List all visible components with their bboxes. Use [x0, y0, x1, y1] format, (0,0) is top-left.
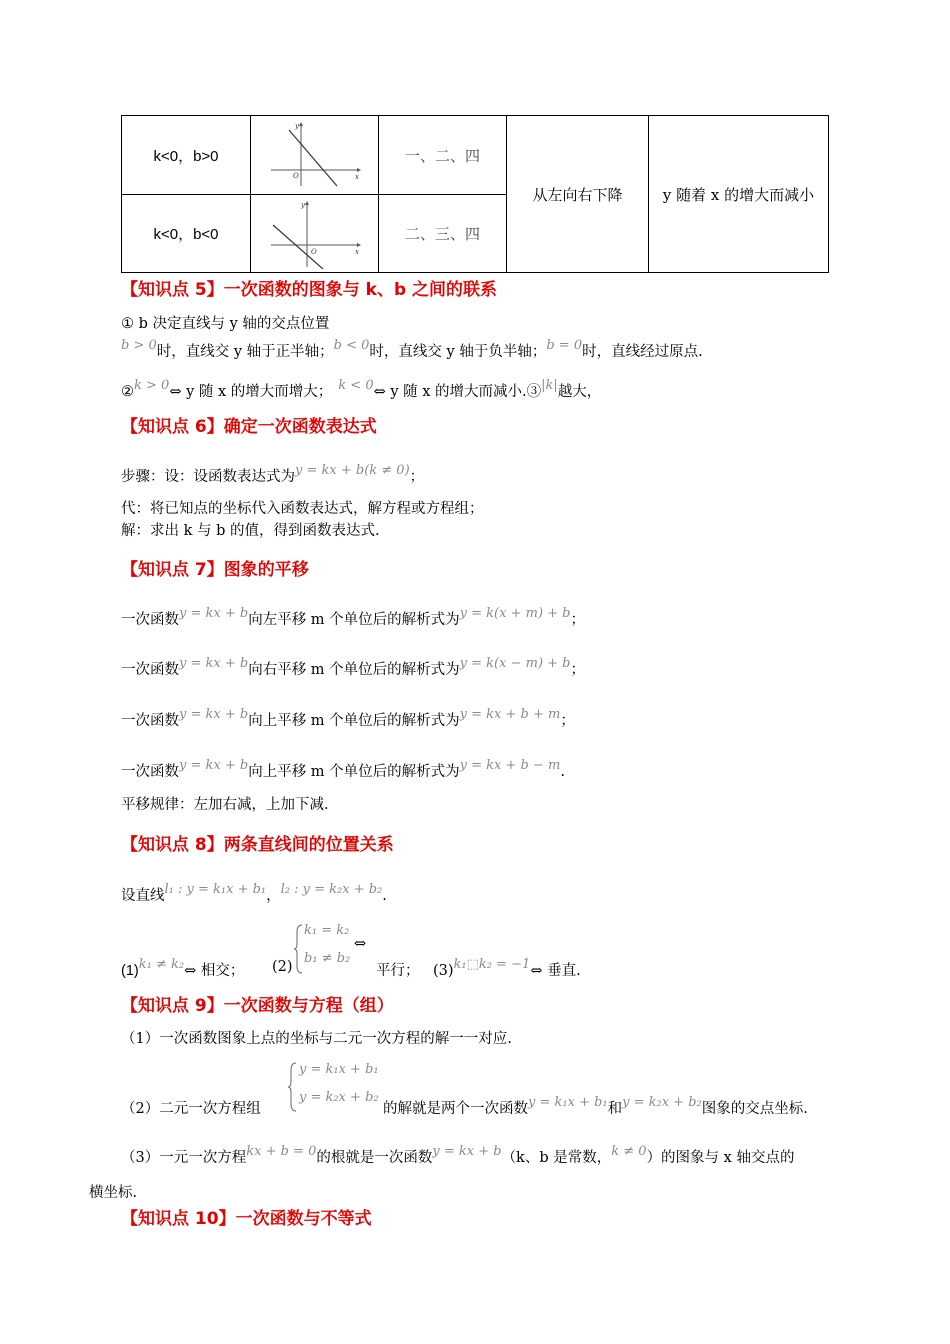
kp5-l3-text-3: 越大， — [557, 384, 602, 400]
kp8-case-1 — [121, 959, 244, 980]
kp5-l3-prefix: ② — [121, 384, 134, 400]
kp7-l2-pre: 一次函数 — [121, 662, 179, 678]
kp9-line-4: 横坐标. — [89, 1185, 138, 1201]
table-cell-property — [648, 115, 829, 273]
kp9-l2-mid: 的解就是两个一次函数 — [383, 1101, 528, 1117]
kp8-system-arrow: ⇔ — [354, 936, 367, 952]
table-cell-quadrants-1 — [378, 115, 507, 195]
table-cell-quadrants-2 — [378, 194, 507, 273]
kp7-l1-pre: 一次函数 — [121, 612, 179, 628]
math-b1-neq-b2: b₁ ≠ b₂ — [304, 951, 351, 966]
kp8-case-2-text: 平行； — [376, 963, 420, 979]
kp5-l2-text-3: 时，直线经过原点. — [582, 344, 703, 360]
graph-decreasing-positive-intercept — [267, 120, 363, 190]
kp5-l3-text-2: ⇔ y 随 x 的增大而减小.③ — [373, 384, 542, 400]
kp9-l3-t1: （k、b 是常数， — [501, 1150, 612, 1166]
kp9-l2-and: 和 — [607, 1101, 623, 1117]
math-y-kx-b: y = kx + b — [432, 1144, 502, 1159]
kp8-l1-end: . — [382, 888, 387, 904]
math-original: y = kx + b — [179, 707, 249, 722]
kp9-line-1: （1）一次函数图象上点的坐标与二元一次方程的解一一对应. — [121, 1031, 512, 1047]
kp7-l3-end: ； — [560, 713, 575, 729]
math-func-1: y = k₁x + b₁ — [528, 1095, 608, 1110]
math-line-l2: l₂ : y = k₂x + b₂ — [280, 882, 383, 897]
kp8-case-2-label: (2) — [272, 959, 293, 975]
kp9-l2-end: 图象的交点坐标. — [701, 1101, 808, 1117]
heading-kp9: 【知识点 9】一次函数与方程（组） — [121, 996, 394, 1016]
math-b-eq-0: b = 0 — [546, 338, 583, 353]
kp9-l3-t2: ）的图象与 x 轴交点的 — [646, 1150, 795, 1166]
heading-kp8: 【知识点 8】两条直线间的位置关系 — [121, 835, 394, 855]
kp5-line-3 — [121, 380, 601, 401]
case-1-label: (1) — [121, 963, 139, 979]
kp7-l2-mid: 向右平移 m 个单位后的解析式为 — [248, 662, 460, 678]
quadrants-text-1: 一、二、四 — [404, 146, 480, 165]
axis-label-x: x — [354, 173, 359, 181]
condition-text-1: k<0，b>0 — [153, 147, 219, 165]
table-cell-trend — [506, 115, 649, 273]
kp9-line-3 — [121, 1146, 794, 1167]
kp5-line-2 — [121, 340, 703, 361]
kp7-l4-end: . — [560, 764, 565, 780]
kp7-line-3 — [121, 709, 575, 730]
kp7-l2-end: ； — [570, 662, 585, 678]
math-func-2: y = k₂x + b₂ — [622, 1095, 702, 1110]
kp8-line-1 — [121, 884, 387, 905]
kp6-l1-text: 步骤：设：设函数表达式为 — [121, 469, 295, 485]
heading-kp5: 【知识点 5】一次函数的图象与 k、b 之间的联系 — [121, 280, 498, 300]
math-original: y = kx + b — [179, 656, 249, 671]
table-cell-graph-1 — [250, 115, 379, 195]
kp8-l1-sep: ， — [266, 888, 281, 904]
kp6-l1-end: ； — [409, 469, 425, 485]
axis-label-origin: O — [292, 172, 299, 180]
kp8-system-top — [304, 922, 349, 938]
axis-label-y: y — [294, 122, 299, 130]
math-shifted: y = kx + b + m — [459, 707, 561, 722]
math-k-gt-0: k > 0 — [134, 378, 170, 393]
math-shifted: y = kx + b − m — [459, 758, 561, 773]
kp8-system-bottom — [304, 950, 350, 966]
kp5-l3-text-1: ⇔ y 随 x 的增大而增大； — [169, 384, 333, 400]
kp8-case-3 — [433, 959, 581, 980]
kp5-line-1: ① b 决定直线与 y 轴的交点位置 — [121, 316, 330, 332]
kp9-line-2-rest — [383, 1097, 808, 1118]
kp9-l3-mid: 的根就是一次函数 — [316, 1150, 433, 1166]
math-perpendicular: k₁⬚k₂ = −1 — [453, 957, 531, 972]
math-k-neq-0: k ≠ 0 — [611, 1144, 647, 1159]
kp7-l1-mid: 向左平移 m 个单位后的解析式为 — [248, 612, 460, 628]
condition-text-2: k<0，b<0 — [153, 226, 219, 243]
math-original: y = kx + b — [179, 606, 249, 621]
kp7-line-4 — [121, 760, 565, 781]
heading-kp10: 【知识点 10】一次函数与不等式 — [121, 1209, 372, 1229]
kp7-l4-mid: 向上平移 m 个单位后的解析式为 — [248, 764, 460, 780]
kp5-l2-text-1: 时，直线交 y 轴于正半轴； — [156, 344, 334, 360]
kp6-line-3: 解：求出 k 与 b 的值，得到函数表达式. — [121, 523, 380, 539]
math-shifted: y = k(x − m) + b — [459, 656, 571, 671]
math-shifted: y = k(x + m) + b — [459, 606, 571, 621]
kp7-rule: 平移规律：左加右减，上加下减. — [121, 797, 329, 813]
kp6-line-1 — [121, 465, 424, 486]
math-system-eq1: y = k₁x + b₁ — [299, 1062, 379, 1077]
graph-decreasing-negative-intercept — [267, 199, 363, 269]
math-k-lt-0: k < 0 — [338, 378, 374, 393]
kp5-l2-text-2: 时，直线交 y 轴于负半轴； — [369, 344, 547, 360]
heading-kp6: 【知识点 6】确定一次函数表达式 — [121, 417, 377, 437]
kp6-line-2: 代：将已知点的坐标代入函数表达式，解方程或方程组； — [121, 501, 484, 517]
table-cell-condition-1 — [121, 115, 251, 195]
kp9-system-top — [299, 1061, 379, 1077]
math-k1-eq-k2: k₁ = k₂ — [304, 923, 350, 938]
math-abs-k: |k| — [541, 378, 558, 393]
math-b-lt-0: b < 0 — [333, 338, 370, 353]
kp9-l3-pre: （3）一元一次方程 — [121, 1150, 247, 1166]
heading-kp7: 【知识点 7】图象的平移 — [121, 560, 309, 580]
brace-system-2 — [288, 1062, 298, 1112]
math-b-gt-0: b > 0 — [121, 338, 157, 353]
kp9-system-bottom — [299, 1089, 379, 1105]
math-system-eq2: y = k₂x + b₂ — [299, 1090, 379, 1105]
kp8-l1-text: 设直线 — [121, 888, 165, 904]
trend-text: 从左向右下降 — [532, 185, 623, 204]
math-original: y = kx + b — [179, 758, 249, 773]
axis-label-origin: O — [310, 247, 317, 256]
axis-label-x: x — [354, 247, 359, 256]
quadrants-text-2: 二、三、四 — [404, 225, 480, 243]
math-line-l1: l₁ : y = k₁x + b₁ — [164, 882, 267, 897]
math-k1-neq-k2: k₁ ≠ k₂ — [138, 957, 185, 972]
brace-system-1 — [294, 924, 304, 974]
axis-label-y: y — [300, 200, 305, 209]
kp7-line-2 — [121, 658, 585, 679]
math-y-kx-b: y = kx + b(k ≠ 0) — [295, 463, 410, 478]
case-1-text: ⇔ 相交； — [184, 963, 245, 979]
table-cell-graph-2 — [250, 194, 379, 273]
kp7-l3-pre: 一次函数 — [121, 713, 179, 729]
kb-table — [121, 115, 829, 273]
kp9-line-2-pre: （2）二元一次方程组 — [121, 1101, 261, 1117]
kp7-line-1 — [121, 608, 585, 629]
table-cell-condition-2 — [121, 194, 251, 273]
case-3-label: (3) — [433, 963, 454, 979]
property-text: y 随着 x 的增大而减小 — [662, 185, 815, 204]
kp7-l1-end: ； — [570, 612, 585, 628]
case-3-text: ⇔ 垂直. — [530, 963, 581, 979]
math-kx-b-0: kx + b = 0 — [246, 1144, 317, 1159]
kp7-l3-mid: 向上平移 m 个单位后的解析式为 — [248, 713, 460, 729]
kp7-l4-pre: 一次函数 — [121, 764, 179, 780]
